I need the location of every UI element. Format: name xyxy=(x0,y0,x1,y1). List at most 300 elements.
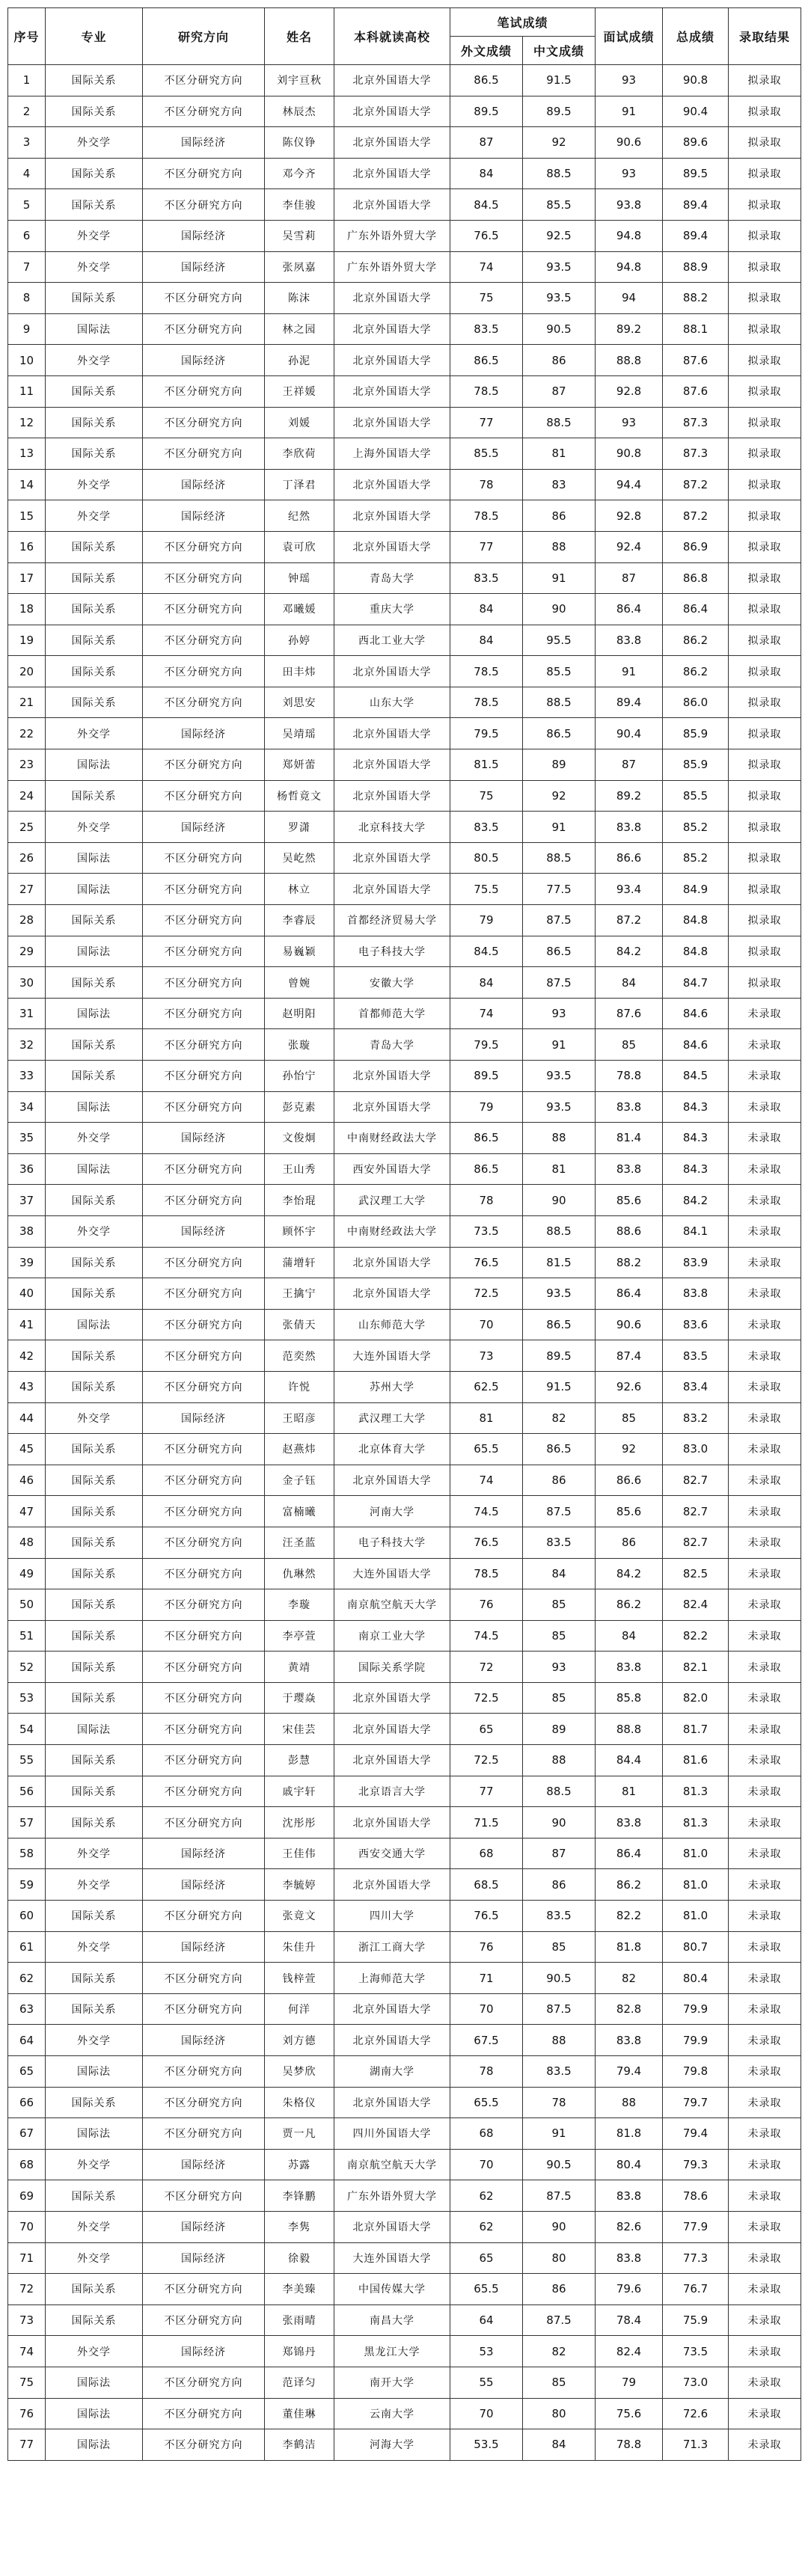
table-row xyxy=(8,1247,801,1278)
row-total-score: 86.0 xyxy=(663,687,729,718)
row-school: 上海外国语大学 xyxy=(334,438,450,470)
row-major: 国际关系 xyxy=(46,2274,143,2305)
row-direction: 不区分研究方向 xyxy=(143,189,265,221)
row-school: 北京外国语大学 xyxy=(334,158,450,189)
row-name: 赵燕炜 xyxy=(265,1434,334,1465)
row-major: 国际关系 xyxy=(46,1496,143,1527)
row-school: 苏州大学 xyxy=(334,1371,450,1402)
row-no: 57 xyxy=(8,1807,46,1839)
row-school: 河海大学 xyxy=(334,2429,450,2461)
row-direction: 不区分研究方向 xyxy=(143,1620,265,1652)
row-no: 19 xyxy=(8,625,46,656)
row-chinese-score: 81.5 xyxy=(523,1247,596,1278)
row-chinese-score: 95.5 xyxy=(523,625,596,656)
row-total-score: 89.5 xyxy=(663,158,729,189)
row-direction: 不区分研究方向 xyxy=(143,2180,265,2212)
row-chinese-score: 88.5 xyxy=(523,407,596,438)
row-total-score: 83.4 xyxy=(663,1371,729,1402)
row-foreign-score: 53 xyxy=(450,2336,523,2367)
table-row xyxy=(8,469,801,500)
row-chinese-score: 90.5 xyxy=(523,1963,596,1994)
row-school: 北京外国语大学 xyxy=(334,469,450,500)
row-interview-score: 84 xyxy=(596,1620,663,1652)
row-name: 刘方德 xyxy=(265,2025,334,2056)
row-foreign-score: 76.5 xyxy=(450,1901,523,1932)
row-school: 北京外国语大学 xyxy=(334,1993,450,2025)
row-interview-score: 82.8 xyxy=(596,1993,663,2025)
row-result: 未录取 xyxy=(729,1465,801,1496)
table-row xyxy=(8,375,801,407)
row-major: 外交学 xyxy=(46,220,143,251)
row-major: 国际关系 xyxy=(46,1340,143,1372)
row-major: 国际法 xyxy=(46,874,143,905)
row-school: 北京外国语大学 xyxy=(334,1869,450,1901)
row-no: 47 xyxy=(8,1496,46,1527)
row-school: 北京外国语大学 xyxy=(334,407,450,438)
row-no: 43 xyxy=(8,1371,46,1402)
row-name: 苏露 xyxy=(265,2149,334,2180)
row-foreign-score: 80.5 xyxy=(450,842,523,874)
row-interview-score: 94.4 xyxy=(596,469,663,500)
row-result: 未录取 xyxy=(729,1029,801,1061)
row-no: 75 xyxy=(8,2367,46,2398)
row-result: 拟录取 xyxy=(729,967,801,999)
table-row xyxy=(8,283,801,314)
row-total-score: 83.5 xyxy=(663,1340,729,1372)
table-row xyxy=(8,1340,801,1372)
row-no: 58 xyxy=(8,1838,46,1869)
row-school: 北京外国语大学 xyxy=(334,1091,450,1123)
row-interview-score: 82.6 xyxy=(596,2211,663,2242)
row-name: 吴靖瑶 xyxy=(265,718,334,749)
row-result: 未录取 xyxy=(729,1901,801,1932)
row-direction: 国际经济 xyxy=(143,812,265,843)
row-interview-score: 83.8 xyxy=(596,1652,663,1683)
table-row xyxy=(8,1807,801,1839)
row-major: 国际法 xyxy=(46,842,143,874)
row-foreign-score: 72.5 xyxy=(450,1278,523,1310)
row-major: 国际关系 xyxy=(46,1807,143,1839)
row-foreign-score: 79 xyxy=(450,905,523,936)
row-no: 46 xyxy=(8,1465,46,1496)
row-chinese-score: 85.5 xyxy=(523,656,596,687)
row-foreign-score: 70 xyxy=(450,1309,523,1340)
row-foreign-score: 65 xyxy=(450,1714,523,1745)
row-total-score: 81.0 xyxy=(663,1901,729,1932)
row-interview-score: 90.6 xyxy=(596,1309,663,1340)
row-major: 国际法 xyxy=(46,313,143,345)
row-result: 拟录取 xyxy=(729,127,801,159)
row-foreign-score: 78.5 xyxy=(450,375,523,407)
row-total-score: 81.7 xyxy=(663,1714,729,1745)
row-chinese-score: 87.5 xyxy=(523,1496,596,1527)
row-school: 黑龙江大学 xyxy=(334,2336,450,2367)
table-row xyxy=(8,1838,801,1869)
row-result: 未录取 xyxy=(729,1714,801,1745)
row-foreign-score: 84 xyxy=(450,158,523,189)
row-foreign-score: 70 xyxy=(450,2149,523,2180)
row-result: 拟录取 xyxy=(729,594,801,625)
row-name: 张璇 xyxy=(265,1029,334,1061)
row-interview-score: 91 xyxy=(596,656,663,687)
table-row xyxy=(8,127,801,159)
row-foreign-score: 89.5 xyxy=(450,1061,523,1092)
row-no: 73 xyxy=(8,2304,46,2336)
admission-results-table xyxy=(7,7,801,2461)
row-direction: 不区分研究方向 xyxy=(143,1029,265,1061)
row-interview-score: 83.8 xyxy=(596,812,663,843)
row-school: 北京外国语大学 xyxy=(334,1278,450,1310)
row-chinese-score: 88.5 xyxy=(523,158,596,189)
table-row xyxy=(8,1185,801,1216)
row-no: 68 xyxy=(8,2149,46,2180)
row-direction: 国际经济 xyxy=(143,251,265,283)
row-foreign-score: 53.5 xyxy=(450,2429,523,2461)
row-foreign-score: 68 xyxy=(450,2118,523,2150)
header-result: 录取结果 xyxy=(729,8,801,65)
table-row xyxy=(8,1153,801,1185)
row-school: 北京外国语大学 xyxy=(334,313,450,345)
row-school: 北京外国语大学 xyxy=(334,1247,450,1278)
row-chinese-score: 86.5 xyxy=(523,1309,596,1340)
row-total-score: 89.4 xyxy=(663,220,729,251)
row-interview-score: 85 xyxy=(596,1029,663,1061)
row-chinese-score: 87.5 xyxy=(523,2180,596,2212)
row-chinese-score: 87.5 xyxy=(523,2304,596,2336)
row-major: 国际法 xyxy=(46,2429,143,2461)
row-major: 国际关系 xyxy=(46,1589,143,1621)
row-total-score: 77.3 xyxy=(663,2242,729,2274)
row-total-score: 82.0 xyxy=(663,1682,729,1714)
row-total-score: 84.7 xyxy=(663,967,729,999)
row-major: 国际法 xyxy=(46,936,143,967)
row-total-score: 90.4 xyxy=(663,96,729,127)
row-result: 拟录取 xyxy=(729,842,801,874)
row-major: 国际关系 xyxy=(46,531,143,562)
header-foreign: 外文成绩 xyxy=(450,37,523,65)
row-school: 北京外国语大学 xyxy=(334,127,450,159)
row-name: 李睿辰 xyxy=(265,905,334,936)
row-result: 拟录取 xyxy=(729,531,801,562)
table-row xyxy=(8,1123,801,1154)
row-result: 未录取 xyxy=(729,1589,801,1621)
row-interview-score: 90.4 xyxy=(596,718,663,749)
header-chinese: 中文成绩 xyxy=(523,37,596,65)
header-major: 专业 xyxy=(46,8,143,65)
row-major: 国际关系 xyxy=(46,2304,143,2336)
row-school: 河南大学 xyxy=(334,1496,450,1527)
row-school: 北京外国语大学 xyxy=(334,1061,450,1092)
row-total-score: 81.0 xyxy=(663,1869,729,1901)
row-foreign-score: 62 xyxy=(450,2180,523,2212)
row-total-score: 85.2 xyxy=(663,842,729,874)
row-major: 国际关系 xyxy=(46,905,143,936)
row-total-score: 87.3 xyxy=(663,438,729,470)
row-interview-score: 90.8 xyxy=(596,438,663,470)
row-school: 北京语言大学 xyxy=(334,1776,450,1807)
row-interview-score: 92 xyxy=(596,1434,663,1465)
row-result: 未录取 xyxy=(729,2056,801,2088)
row-no: 70 xyxy=(8,2211,46,2242)
row-foreign-score: 65.5 xyxy=(450,1434,523,1465)
row-name: 蒲增轩 xyxy=(265,1247,334,1278)
header-total: 总成绩 xyxy=(663,8,729,65)
row-total-score: 73.0 xyxy=(663,2367,729,2398)
row-chinese-score: 77.5 xyxy=(523,874,596,905)
row-major: 国际法 xyxy=(46,998,143,1029)
row-result: 未录取 xyxy=(729,1807,801,1839)
row-result: 未录取 xyxy=(729,2274,801,2305)
row-major: 国际关系 xyxy=(46,1434,143,1465)
row-interview-score: 79.6 xyxy=(596,2274,663,2305)
row-name: 丁泽君 xyxy=(265,469,334,500)
table-row xyxy=(8,718,801,749)
row-chinese-score: 86 xyxy=(523,2274,596,2305)
row-no: 44 xyxy=(8,1402,46,1434)
row-result: 拟录取 xyxy=(729,936,801,967)
row-name: 张夙嘉 xyxy=(265,251,334,283)
row-total-score: 81.6 xyxy=(663,1745,729,1776)
row-interview-score: 86.4 xyxy=(596,594,663,625)
table-row xyxy=(8,780,801,812)
row-name: 赵明阳 xyxy=(265,998,334,1029)
row-result: 未录取 xyxy=(729,1309,801,1340)
row-result: 拟录取 xyxy=(729,812,801,843)
row-result: 未录取 xyxy=(729,2180,801,2212)
row-no: 9 xyxy=(8,313,46,345)
row-major: 国际关系 xyxy=(46,1901,143,1932)
row-result: 未录取 xyxy=(729,2242,801,2274)
row-total-score: 83.9 xyxy=(663,1247,729,1278)
row-chinese-score: 83.5 xyxy=(523,1527,596,1558)
row-direction: 不区分研究方向 xyxy=(143,375,265,407)
row-major: 国际关系 xyxy=(46,375,143,407)
row-result: 未录取 xyxy=(729,1838,801,1869)
row-major: 国际关系 xyxy=(46,1061,143,1092)
table-row xyxy=(8,2304,801,2336)
row-direction: 国际经济 xyxy=(143,345,265,376)
row-chinese-score: 81 xyxy=(523,1153,596,1185)
row-school: 北京外国语大学 xyxy=(334,345,450,376)
row-total-score: 86.9 xyxy=(663,531,729,562)
row-result: 未录取 xyxy=(729,1402,801,1434)
row-name: 张竟文 xyxy=(265,1901,334,1932)
row-result: 未录取 xyxy=(729,2304,801,2336)
table-header xyxy=(8,8,801,65)
row-major: 国际关系 xyxy=(46,1371,143,1402)
row-major: 国际法 xyxy=(46,1714,143,1745)
row-direction: 不区分研究方向 xyxy=(143,780,265,812)
row-direction: 不区分研究方向 xyxy=(143,1558,265,1589)
row-school: 北京外国语大学 xyxy=(334,283,450,314)
row-no: 38 xyxy=(8,1215,46,1247)
row-direction: 不区分研究方向 xyxy=(143,1309,265,1340)
row-foreign-score: 83.5 xyxy=(450,562,523,594)
row-total-score: 85.9 xyxy=(663,749,729,781)
row-major: 国际关系 xyxy=(46,1745,143,1776)
row-direction: 不区分研究方向 xyxy=(143,905,265,936)
row-name: 董佳琳 xyxy=(265,2398,334,2429)
row-chinese-score: 91.5 xyxy=(523,1371,596,1402)
row-foreign-score: 68.5 xyxy=(450,1869,523,1901)
row-no: 10 xyxy=(8,345,46,376)
row-foreign-score: 84 xyxy=(450,594,523,625)
row-name: 刘宇亘秋 xyxy=(265,65,334,96)
row-direction: 不区分研究方向 xyxy=(143,1061,265,1092)
row-direction: 不区分研究方向 xyxy=(143,749,265,781)
row-major: 外交学 xyxy=(46,251,143,283)
table-row xyxy=(8,594,801,625)
row-no: 37 xyxy=(8,1185,46,1216)
table-row xyxy=(8,2087,801,2118)
table-row xyxy=(8,2429,801,2461)
row-interview-score: 79 xyxy=(596,2367,663,2398)
row-name: 朱佳升 xyxy=(265,1931,334,1963)
row-major: 外交学 xyxy=(46,2025,143,2056)
row-school: 北京外国语大学 xyxy=(334,842,450,874)
row-interview-score: 81.8 xyxy=(596,1931,663,1963)
row-chinese-score: 87 xyxy=(523,375,596,407)
row-name: 陈沫 xyxy=(265,283,334,314)
row-no: 63 xyxy=(8,1993,46,2025)
table-row xyxy=(8,2056,801,2088)
row-interview-score: 87 xyxy=(596,562,663,594)
row-total-score: 87.6 xyxy=(663,375,729,407)
row-interview-score: 86.4 xyxy=(596,1278,663,1310)
row-school: 北京外国语大学 xyxy=(334,500,450,532)
row-foreign-score: 84 xyxy=(450,625,523,656)
row-interview-score: 79.4 xyxy=(596,2056,663,2088)
row-direction: 不区分研究方向 xyxy=(143,2367,265,2398)
row-result: 拟录取 xyxy=(729,65,801,96)
row-chinese-score: 91 xyxy=(523,812,596,843)
table-row xyxy=(8,500,801,532)
row-total-score: 79.9 xyxy=(663,1993,729,2025)
row-name: 林之园 xyxy=(265,313,334,345)
row-total-score: 86.2 xyxy=(663,656,729,687)
row-total-score: 79.9 xyxy=(663,2025,729,2056)
row-no: 33 xyxy=(8,1061,46,1092)
row-name: 罗潇 xyxy=(265,812,334,843)
row-result: 未录取 xyxy=(729,1278,801,1310)
row-direction: 国际经济 xyxy=(143,2211,265,2242)
row-major: 国际关系 xyxy=(46,189,143,221)
row-interview-score: 94.8 xyxy=(596,251,663,283)
row-total-score: 84.6 xyxy=(663,1029,729,1061)
header-school: 本科就读高校 xyxy=(334,8,450,65)
table-row xyxy=(8,1652,801,1683)
row-no: 7 xyxy=(8,251,46,283)
row-chinese-score: 83.5 xyxy=(523,2056,596,2088)
row-result: 未录取 xyxy=(729,2336,801,2367)
table-row xyxy=(8,967,801,999)
row-major: 国际关系 xyxy=(46,656,143,687)
row-total-score: 87.2 xyxy=(663,469,729,500)
row-chinese-score: 93.5 xyxy=(523,251,596,283)
row-school: 山东师范大学 xyxy=(334,1309,450,1340)
row-no: 5 xyxy=(8,189,46,221)
row-total-score: 82.1 xyxy=(663,1652,729,1683)
row-no: 66 xyxy=(8,2087,46,2118)
row-name: 汪圣蓝 xyxy=(265,1527,334,1558)
row-school: 北京外国语大学 xyxy=(334,2087,450,2118)
row-total-score: 79.4 xyxy=(663,2118,729,2150)
row-foreign-score: 74 xyxy=(450,251,523,283)
row-chinese-score: 87.5 xyxy=(523,905,596,936)
row-school: 南京航空航天大学 xyxy=(334,2149,450,2180)
row-direction: 不区分研究方向 xyxy=(143,2398,265,2429)
row-name: 钱梓萱 xyxy=(265,1963,334,1994)
row-foreign-score: 86.5 xyxy=(450,65,523,96)
row-name: 宋佳芸 xyxy=(265,1714,334,1745)
row-no: 53 xyxy=(8,1682,46,1714)
row-direction: 不区分研究方向 xyxy=(143,438,265,470)
row-school: 云南大学 xyxy=(334,2398,450,2429)
row-foreign-score: 75 xyxy=(450,780,523,812)
row-interview-score: 78.8 xyxy=(596,2429,663,2461)
row-total-score: 85.9 xyxy=(663,718,729,749)
row-chinese-score: 82 xyxy=(523,2336,596,2367)
row-major: 国际关系 xyxy=(46,1465,143,1496)
row-no: 4 xyxy=(8,158,46,189)
row-foreign-score: 74 xyxy=(450,1465,523,1496)
row-name: 袁可欣 xyxy=(265,531,334,562)
row-total-score: 88.2 xyxy=(663,283,729,314)
row-name: 林立 xyxy=(265,874,334,905)
row-result: 拟录取 xyxy=(729,220,801,251)
row-interview-score: 88 xyxy=(596,2087,663,2118)
row-result: 未录取 xyxy=(729,1496,801,1527)
row-major: 国际关系 xyxy=(46,1247,143,1278)
table-row xyxy=(8,313,801,345)
row-major: 国际法 xyxy=(46,749,143,781)
row-name: 孙婷 xyxy=(265,625,334,656)
row-major: 国际关系 xyxy=(46,158,143,189)
row-major: 国际关系 xyxy=(46,283,143,314)
row-foreign-score: 68 xyxy=(450,1838,523,1869)
row-no: 39 xyxy=(8,1247,46,1278)
row-foreign-score: 75.5 xyxy=(450,874,523,905)
row-no: 30 xyxy=(8,967,46,999)
row-foreign-score: 81 xyxy=(450,1402,523,1434)
row-result: 未录取 xyxy=(729,2025,801,2056)
row-total-score: 81.3 xyxy=(663,1776,729,1807)
row-foreign-score: 86.5 xyxy=(450,1123,523,1154)
row-total-score: 83.2 xyxy=(663,1402,729,1434)
row-total-score: 88.9 xyxy=(663,251,729,283)
header-no: 序号 xyxy=(8,8,46,65)
row-school: 北京外国语大学 xyxy=(334,375,450,407)
row-school: 湖南大学 xyxy=(334,2056,450,2088)
row-foreign-score: 77 xyxy=(450,531,523,562)
row-total-score: 73.5 xyxy=(663,2336,729,2367)
table-row xyxy=(8,1776,801,1807)
row-interview-score: 87 xyxy=(596,749,663,781)
row-major: 国际关系 xyxy=(46,1652,143,1683)
row-interview-score: 80.4 xyxy=(596,2149,663,2180)
row-direction: 不区分研究方向 xyxy=(143,1465,265,1496)
row-direction: 不区分研究方向 xyxy=(143,687,265,718)
row-name: 吴雪莉 xyxy=(265,220,334,251)
row-total-score: 83.8 xyxy=(663,1278,729,1310)
table-row xyxy=(8,345,801,376)
row-total-score: 85.2 xyxy=(663,812,729,843)
row-foreign-score: 70 xyxy=(450,2398,523,2429)
row-interview-score: 75.6 xyxy=(596,2398,663,2429)
row-direction: 不区分研究方向 xyxy=(143,1527,265,1558)
table-row xyxy=(8,656,801,687)
row-major: 国际法 xyxy=(46,1153,143,1185)
